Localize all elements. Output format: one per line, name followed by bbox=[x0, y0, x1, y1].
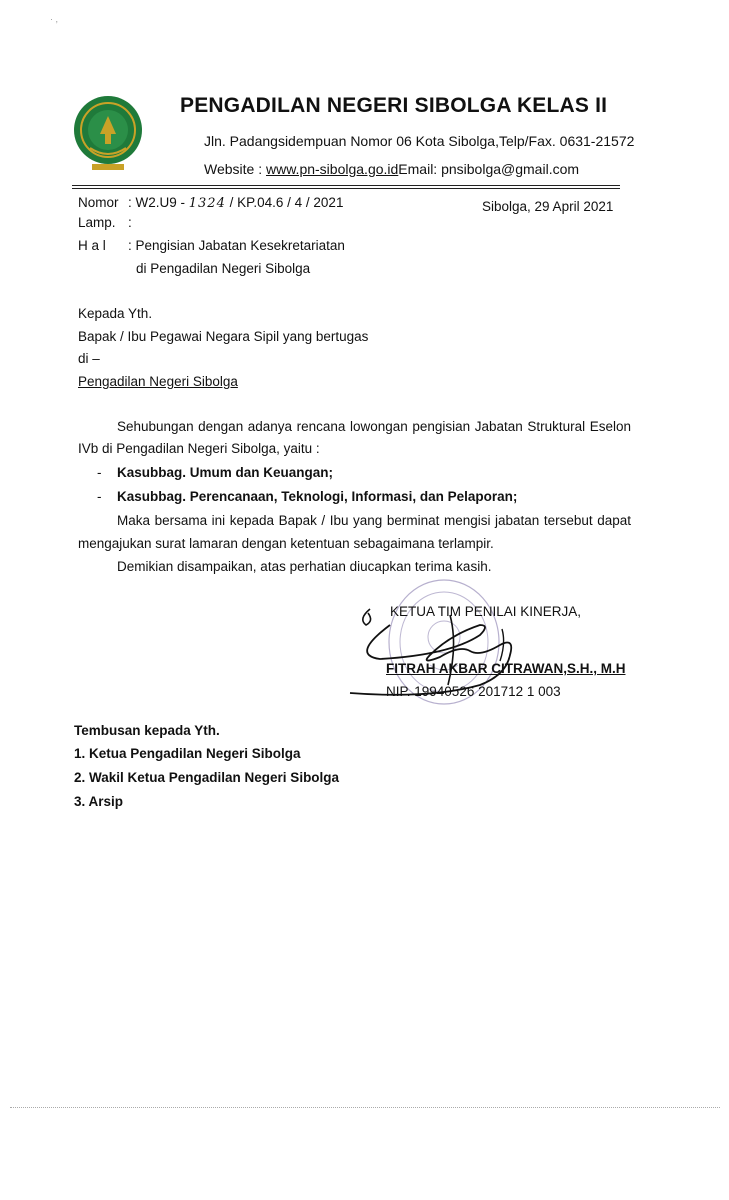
letterhead-contact bbox=[204, 161, 579, 177]
scan-artifact: · , bbox=[50, 14, 58, 24]
cc-heading: Tembusan kepada Yth. bbox=[74, 723, 220, 738]
letterhead-title: PENGADILAN NEGERI SIBOLGA KELAS II bbox=[180, 94, 608, 117]
body-paragraph-1-line-1: Sehubungan dengan adanya rencana lowongan pengisian Jabatan Struktural Eselon bbox=[117, 419, 631, 434]
letter-date: Sibolga, 29 April 2021 bbox=[482, 199, 614, 214]
nomor-value bbox=[128, 194, 343, 213]
scan-edge-line bbox=[10, 1107, 720, 1108]
body-paragraph-2-line-1: Maka bersama ini kepada Bapak / Ibu yang berminat mengisi jabatan tersebut dapat bbox=[117, 513, 631, 528]
body-paragraph-2-line-2: mengajukan surat lamaran dengan ketentuan sebagaimana terlampir. bbox=[78, 536, 494, 551]
recipient-line: Bapak / Ibu Pegawai Negara Sipil yang bertugas bbox=[78, 329, 369, 344]
nomor-handwritten: 1324 bbox=[188, 196, 226, 211]
lamp-value: : bbox=[128, 215, 132, 230]
court-logo-icon bbox=[72, 90, 144, 176]
cc-item: 2. Wakil Ketua Pengadilan Negeri Sibolga bbox=[74, 770, 340, 785]
nomor-prefix: : W2.U9 - bbox=[128, 195, 189, 210]
recipient-line: di – bbox=[78, 351, 100, 366]
lamp-label: Lamp. bbox=[78, 215, 116, 230]
letterhead-divider-thin bbox=[72, 188, 620, 189]
cc-item: 1. Ketua Pengadilan Negeri Sibolga bbox=[74, 746, 301, 761]
nomor-suffix: / KP.04.6 / 4 / 2021 bbox=[225, 195, 344, 210]
body-paragraph-3: Demikian disampaikan, atas perhatian diucapkan terima kasih. bbox=[117, 559, 492, 574]
bullet-item: Kasubbag. Umum dan Keuangan; bbox=[117, 465, 334, 480]
bullet-dash: - bbox=[97, 465, 102, 480]
recipient-salutation: Kepada Yth. bbox=[78, 306, 153, 321]
bullet-item: Kasubbag. Perencanaan, Teknologi, Informasi, dan Pelaporan; bbox=[117, 489, 518, 504]
email-text: Email: pnsibolga@gmail.com bbox=[398, 161, 580, 177]
recipient-office: Pengadilan Negeri Sibolga bbox=[78, 374, 238, 389]
hal-line-2: di Pengadilan Negeri Sibolga bbox=[136, 261, 311, 276]
nomor-label: Nomor bbox=[78, 195, 119, 210]
signatory-name: FITRAH AKBAR CITRAWAN,S.H., M.H bbox=[386, 661, 626, 676]
body-paragraph-1-line-2: IVb di Pengadilan Negeri Sibolga, yaitu : bbox=[78, 441, 320, 456]
website-label: Website : bbox=[204, 161, 266, 177]
signatory-role: KETUA TIM PENILAI KINERJA, bbox=[390, 604, 582, 619]
hal-label: H a l bbox=[78, 238, 106, 253]
website-link[interactable]: www.pn-sibolga.go.id bbox=[266, 161, 399, 177]
signatory-nip: NIP. 19940526 201712 1 003 bbox=[386, 684, 561, 699]
bullet-dash: - bbox=[97, 489, 102, 504]
letterhead-address: Jln. Padangsidempuan Nomor 06 Kota Sibolga,Telp/Fax. 0631-21572 bbox=[204, 133, 635, 149]
cc-item: 3. Arsip bbox=[74, 794, 124, 809]
letterhead-divider bbox=[72, 185, 620, 186]
hal-line-1: : Pengisian Jabatan Kesekretariatan bbox=[128, 238, 345, 253]
